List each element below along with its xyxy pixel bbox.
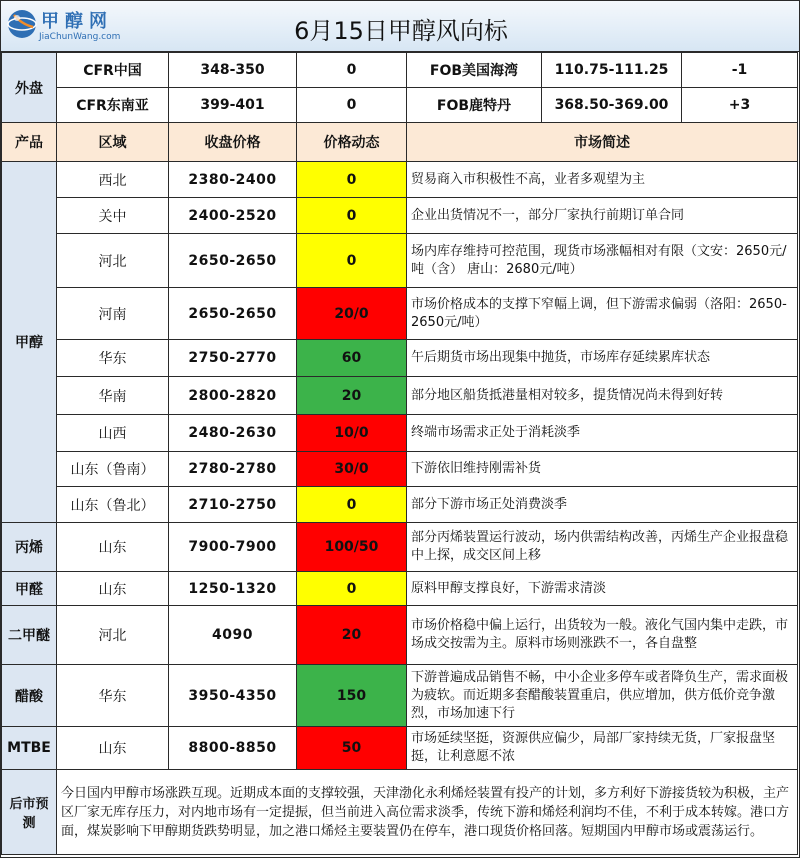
change-cell: 30/0 xyxy=(297,452,407,487)
region-cell: 山东 xyxy=(57,727,169,770)
logo-subtext: JiaChunWang.com xyxy=(39,32,121,42)
col-header-price: 收盘价格 xyxy=(169,123,297,162)
change-cell: 100/50 xyxy=(297,523,407,572)
product-cell: MTBE xyxy=(2,727,57,770)
external-right-price: 110.75-111.25 xyxy=(542,53,682,88)
region-cell: 河北 xyxy=(57,606,169,665)
region-cell: 河北 xyxy=(57,234,169,288)
external-right-price: 368.50-369.00 xyxy=(542,88,682,123)
external-label: 外盘 xyxy=(2,53,57,123)
change-cell: 150 xyxy=(297,665,407,727)
table-row xyxy=(2,340,798,377)
summary-cell: 部分地区船货抵港量相对较多，提货情况尚未得到好转 xyxy=(407,377,798,415)
region-cell: 华东 xyxy=(57,340,169,377)
price-cell: 3950-4350 xyxy=(169,665,297,727)
table-row xyxy=(2,452,798,487)
region-cell: 关中 xyxy=(57,198,169,234)
price-cell: 2650-2650 xyxy=(169,288,297,340)
col-header-region: 区域 xyxy=(57,123,169,162)
price-cell: 8800-8850 xyxy=(169,727,297,770)
external-row xyxy=(2,53,798,88)
globe-logo-icon xyxy=(5,7,39,47)
external-right-name: FOB美国海湾 xyxy=(407,53,542,88)
page-title: 6月15日甲醇风向标 xyxy=(294,17,508,45)
table-row xyxy=(2,377,798,415)
summary-cell: 部分下游市场正处消费淡季 xyxy=(407,487,798,523)
product-cell: 二甲醚 xyxy=(2,606,57,665)
col-header-summary: 市场简述 xyxy=(407,123,798,162)
change-cell: 20 xyxy=(297,377,407,415)
col-header-product: 产品 xyxy=(2,123,57,162)
external-left-name: CFR中国 xyxy=(57,53,169,88)
external-right-change: -1 xyxy=(682,53,798,88)
product-cell: 甲醇 xyxy=(2,162,57,523)
summary-cell: 市场价格稳中偏上运行，出货较为一般。液化气国内集中走跌，市场成交按需为主。原料市场则涨跌不一，各自盘整 xyxy=(407,606,798,665)
forecast-row xyxy=(2,770,798,855)
price-cell: 1250-1320 xyxy=(169,572,297,606)
report-header xyxy=(1,1,799,52)
price-cell: 2800-2820 xyxy=(169,377,297,415)
change-cell: 0 xyxy=(297,487,407,523)
change-cell: 0 xyxy=(297,162,407,198)
table-row xyxy=(2,487,798,523)
change-cell: 10/0 xyxy=(297,415,407,452)
price-cell: 2780-2780 xyxy=(169,452,297,487)
change-cell: 20 xyxy=(297,606,407,665)
table-row xyxy=(2,234,798,288)
forecast-label: 后市预测 xyxy=(2,770,57,855)
region-cell: 华南 xyxy=(57,377,169,415)
table-row xyxy=(2,665,798,727)
region-cell: 山东（鲁南） xyxy=(57,452,169,487)
external-right-name: FOB鹿特丹 xyxy=(407,88,542,123)
external-row xyxy=(2,88,798,123)
change-cell: 0 xyxy=(297,572,407,606)
external-left-change: 0 xyxy=(297,53,407,88)
summary-cell: 终端市场需求正处于消耗淡季 xyxy=(407,415,798,452)
table-row xyxy=(2,198,798,234)
summary-cell: 场内库存维持可控范围，现货市场涨幅相对有限（文安：2650元/吨（含） 唐山：2680元/吨） xyxy=(407,234,798,288)
region-cell: 华东 xyxy=(57,665,169,727)
external-left-price: 348-350 xyxy=(169,53,297,88)
region-cell: 山东 xyxy=(57,523,169,572)
table-row xyxy=(2,523,798,572)
col-header-change: 价格动态 xyxy=(297,123,407,162)
summary-cell: 原料甲醇支撑良好，下游需求清淡 xyxy=(407,572,798,606)
change-cell: 0 xyxy=(297,198,407,234)
table-row xyxy=(2,727,798,770)
region-cell: 山东（鲁北） xyxy=(57,487,169,523)
summary-cell: 市场延续坚挺，资源供应偏少，局部厂家持续无货，厂家报盘坚挺，让利意愿不浓 xyxy=(407,727,798,770)
summary-cell: 部分丙烯装置运行波动，场内供需结构改善，丙烯生产企业报盘稳中上探，成交区间上移 xyxy=(407,523,798,572)
price-cell: 2480-2630 xyxy=(169,415,297,452)
price-table xyxy=(1,52,798,855)
summary-cell: 企业出货情况不一，部分厂家执行前期订单合同 xyxy=(407,198,798,234)
summary-cell: 贸易商入市积极性不高，业者多观望为主 xyxy=(407,162,798,198)
change-cell: 50 xyxy=(297,727,407,770)
price-cell: 2750-2770 xyxy=(169,340,297,377)
logo-text: 甲醇网 xyxy=(41,11,113,32)
table-row xyxy=(2,288,798,340)
summary-cell: 市场价格成本的支撑下窄幅上调，但下游需求偏弱（洛阳：2650-2650元/吨） xyxy=(407,288,798,340)
external-left-change: 0 xyxy=(297,88,407,123)
table-row xyxy=(2,572,798,606)
external-right-change: +3 xyxy=(682,88,798,123)
external-left-price: 399-401 xyxy=(169,88,297,123)
forecast-text: 今日国内甲醇市场涨跌互现。近期成本面的支撑较强，天津渤化永利烯烃装置有投产的计划，多方利好下游接货较为积极，主产区厂家无库存压力，对内地市场有一定提振，但当前进入高位需求淡季，传统下游和烯烃利润均不佳，不利于成本转嫁。港口方面，煤炭影响下甲醇期货跌势明显，加之港口烯烃主要装置仍在停车，港口现货价格回落。短期国内甲醇市场或震荡运行。 xyxy=(57,770,798,855)
table-row xyxy=(2,415,798,452)
summary-cell: 下游依旧维持刚需补货 xyxy=(407,452,798,487)
summary-cell: 下游普遍成品销售不畅，中小企业多停车或者降负生产，需求面极为疲软。而近期多套醋酸装置重启，供应增加，供方低价竞争激烈，市场加速下行 xyxy=(407,665,798,727)
change-cell: 60 xyxy=(297,340,407,377)
table-row xyxy=(2,606,798,665)
region-cell: 西北 xyxy=(57,162,169,198)
table-row xyxy=(2,162,798,198)
change-cell: 20/0 xyxy=(297,288,407,340)
summary-cell: 午后期货市场出现集中抛货，市场库存延续累库状态 xyxy=(407,340,798,377)
price-cell: 2380-2400 xyxy=(169,162,297,198)
price-cell: 4090 xyxy=(169,606,297,665)
product-cell: 醋酸 xyxy=(2,665,57,727)
brand-logo xyxy=(5,5,121,47)
change-cell: 0 xyxy=(297,234,407,288)
product-cell: 甲醛 xyxy=(2,572,57,606)
price-cell: 2650-2650 xyxy=(169,234,297,288)
external-left-name: CFR东南亚 xyxy=(57,88,169,123)
region-cell: 山东 xyxy=(57,572,169,606)
price-cell: 2400-2520 xyxy=(169,198,297,234)
column-header-row xyxy=(2,123,798,162)
price-cell: 7900-7900 xyxy=(169,523,297,572)
price-cell: 2710-2750 xyxy=(169,487,297,523)
product-cell: 丙烯 xyxy=(2,523,57,572)
region-cell: 山西 xyxy=(57,415,169,452)
region-cell: 河南 xyxy=(57,288,169,340)
